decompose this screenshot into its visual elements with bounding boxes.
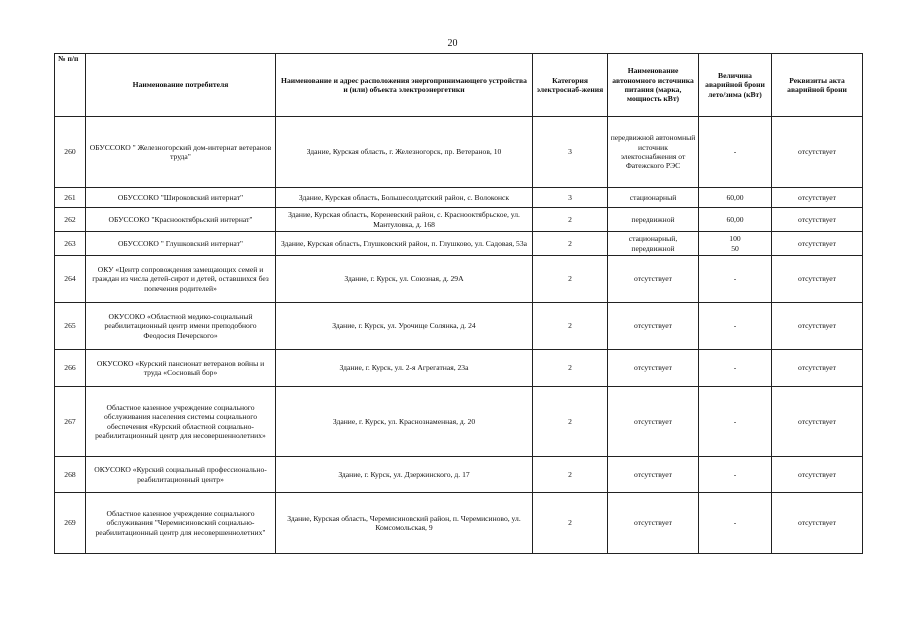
- cell-object: Здание, г. Курск, ул. Краснознаменная, д. 20: [276, 387, 533, 457]
- cell-consumer: ОКУСОКО «Курский социальный профессионально-реабилитационный центр»: [86, 457, 276, 493]
- cell-source: стационарный, передвижной: [608, 232, 699, 256]
- cell-category: 2: [533, 208, 608, 232]
- cell-reserve: 60,00: [699, 208, 772, 232]
- table-row: [55, 256, 863, 303]
- page-number: 20: [447, 38, 458, 49]
- table-row: [55, 457, 863, 493]
- cell-num: 263: [55, 232, 86, 256]
- header-object: Наименование и адрес расположения энергопринимающего устройства и (или) объекта электроэнергетики: [276, 54, 533, 117]
- cell-consumer: Областное казенное учреждение социального обслуживания "Черемисиновский социально-реабилитационный центр для несовершеннолетних": [86, 493, 276, 554]
- emergency-reserve-table: [54, 53, 863, 554]
- cell-category: 2: [533, 457, 608, 493]
- cell-reserve: 60,00: [699, 188, 772, 208]
- table-row: [55, 208, 863, 232]
- cell-reserve: -: [699, 350, 772, 387]
- cell-consumer: ОБУССОКО " Железногорский дом-интернат ветеранов труда": [86, 117, 276, 188]
- cell-category: 3: [533, 188, 608, 208]
- cell-consumer: ОКУ «Центр сопровождения замещающих семей и граждан из числа детей-сирот и детей, оставшихся без попечения родителей»: [86, 256, 276, 303]
- cell-source: отсутствует: [608, 387, 699, 457]
- cell-act: отсутствует: [772, 117, 863, 188]
- cell-consumer: ОКУСОКО «Курский пансионат ветеранов войны и труда «Сосновый бор»: [86, 350, 276, 387]
- cell-act: отсутствует: [772, 350, 863, 387]
- cell-category: 2: [533, 256, 608, 303]
- cell-source: отсутствует: [608, 303, 699, 350]
- cell-object: Здание, г. Курск, ул. Урочище Солянка, д. 24: [276, 303, 533, 350]
- header-num: № п/п: [55, 54, 86, 117]
- table-row: [55, 493, 863, 554]
- cell-category: 2: [533, 303, 608, 350]
- cell-object: Здание, Курская область, Глушковский район, п. Глушково, ул. Садовая, 53а: [276, 232, 533, 256]
- cell-act: отсутствует: [772, 256, 863, 303]
- reserve-summer: 100: [729, 234, 741, 244]
- cell-act: отсутствует: [772, 493, 863, 554]
- cell-act: отсутствует: [772, 303, 863, 350]
- cell-num: 266: [55, 350, 86, 387]
- cell-object: Здание, Курская область, г. Железногорск, пр. Ветеранов, 10: [276, 117, 533, 188]
- cell-act: отсутствует: [772, 188, 863, 208]
- table-row: [55, 303, 863, 350]
- cell-source: отсутствует: [608, 350, 699, 387]
- cell-reserve: -: [699, 387, 772, 457]
- table-row: [55, 232, 863, 256]
- cell-num: 268: [55, 457, 86, 493]
- cell-category: 2: [533, 387, 608, 457]
- cell-source: стационарный: [608, 188, 699, 208]
- table-row: [55, 387, 863, 457]
- header-source: Наименование автономного источника питания (марка, мощность кВт): [608, 54, 699, 117]
- cell-consumer: ОБУССОКО " Глушковский интернат": [86, 232, 276, 256]
- cell-num: 267: [55, 387, 86, 457]
- cell-source: отсутствует: [608, 256, 699, 303]
- cell-object: Здание, г. Курск, ул. Дзержинского, д. 17: [276, 457, 533, 493]
- cell-num: 262: [55, 208, 86, 232]
- cell-reserve: [699, 232, 772, 256]
- header-act: Реквизиты акта аварийной брони: [772, 54, 863, 117]
- header-reserve: Величина аварийной брони лето/зима (кВт): [699, 54, 772, 117]
- cell-reserve: -: [699, 117, 772, 188]
- cell-object: Здание, Курская область, Черемисиновский район, п. Черемисиново, ул. Комсомольская, 9: [276, 493, 533, 554]
- cell-object: Здание, г. Курск, ул. Союзная, д. 29А: [276, 256, 533, 303]
- cell-consumer: ОБУССОКО "Широковский интернат": [86, 188, 276, 208]
- cell-consumer: Областное казенное учреждение социального обслуживания населения системы социального обеспечения «Курский областной социально-реабилитационный центр для несовершеннолетних»: [86, 387, 276, 457]
- cell-reserve: -: [699, 493, 772, 554]
- cell-num: 260: [55, 117, 86, 188]
- cell-act: отсутствует: [772, 457, 863, 493]
- cell-source: отсутствует: [608, 493, 699, 554]
- cell-category: 2: [533, 232, 608, 256]
- cell-act: отсутствует: [772, 232, 863, 256]
- cell-category: 2: [533, 493, 608, 554]
- table-header-row: [55, 54, 863, 117]
- reserve-winter: 50: [731, 243, 739, 253]
- cell-consumer: ОБУССОКО "Краснооктябрьский интернат": [86, 208, 276, 232]
- table-row: [55, 350, 863, 387]
- cell-reserve: -: [699, 457, 772, 493]
- cell-num: 261: [55, 188, 86, 208]
- cell-act: отсутствует: [772, 208, 863, 232]
- cell-num: 264: [55, 256, 86, 303]
- cell-object: Здание, Курская область, Кореневский район, с. Краснооктябрьское, ул. Мантуловка, д. 168: [276, 208, 533, 232]
- cell-object: Здание, г. Курск, ул. 2-я Агрегатная, 23а: [276, 350, 533, 387]
- cell-source: передвижной автономный источник электоснабжения от Фатежского РЭС: [608, 117, 699, 188]
- cell-object: Здание, Курская область, Большесолдатский район, с. Волоконск: [276, 188, 533, 208]
- cell-num: 269: [55, 493, 86, 554]
- cell-num: 265: [55, 303, 86, 350]
- cell-category: 2: [533, 350, 608, 387]
- table-row: [55, 188, 863, 208]
- header-category: Категория электроснаб-жения: [533, 54, 608, 117]
- cell-reserve: -: [699, 256, 772, 303]
- cell-source: передвижной: [608, 208, 699, 232]
- header-consumer: Наименование потребителя: [86, 54, 276, 117]
- cell-category: 3: [533, 117, 608, 188]
- cell-source: отсутствует: [608, 457, 699, 493]
- table-row: [55, 117, 863, 188]
- cell-consumer: ОКУСОКО «Областной медико-социальный реабилитационный центр имени преподобного Феодосия Печерского»: [86, 303, 276, 350]
- cell-reserve: -: [699, 303, 772, 350]
- cell-act: отсутствует: [772, 387, 863, 457]
